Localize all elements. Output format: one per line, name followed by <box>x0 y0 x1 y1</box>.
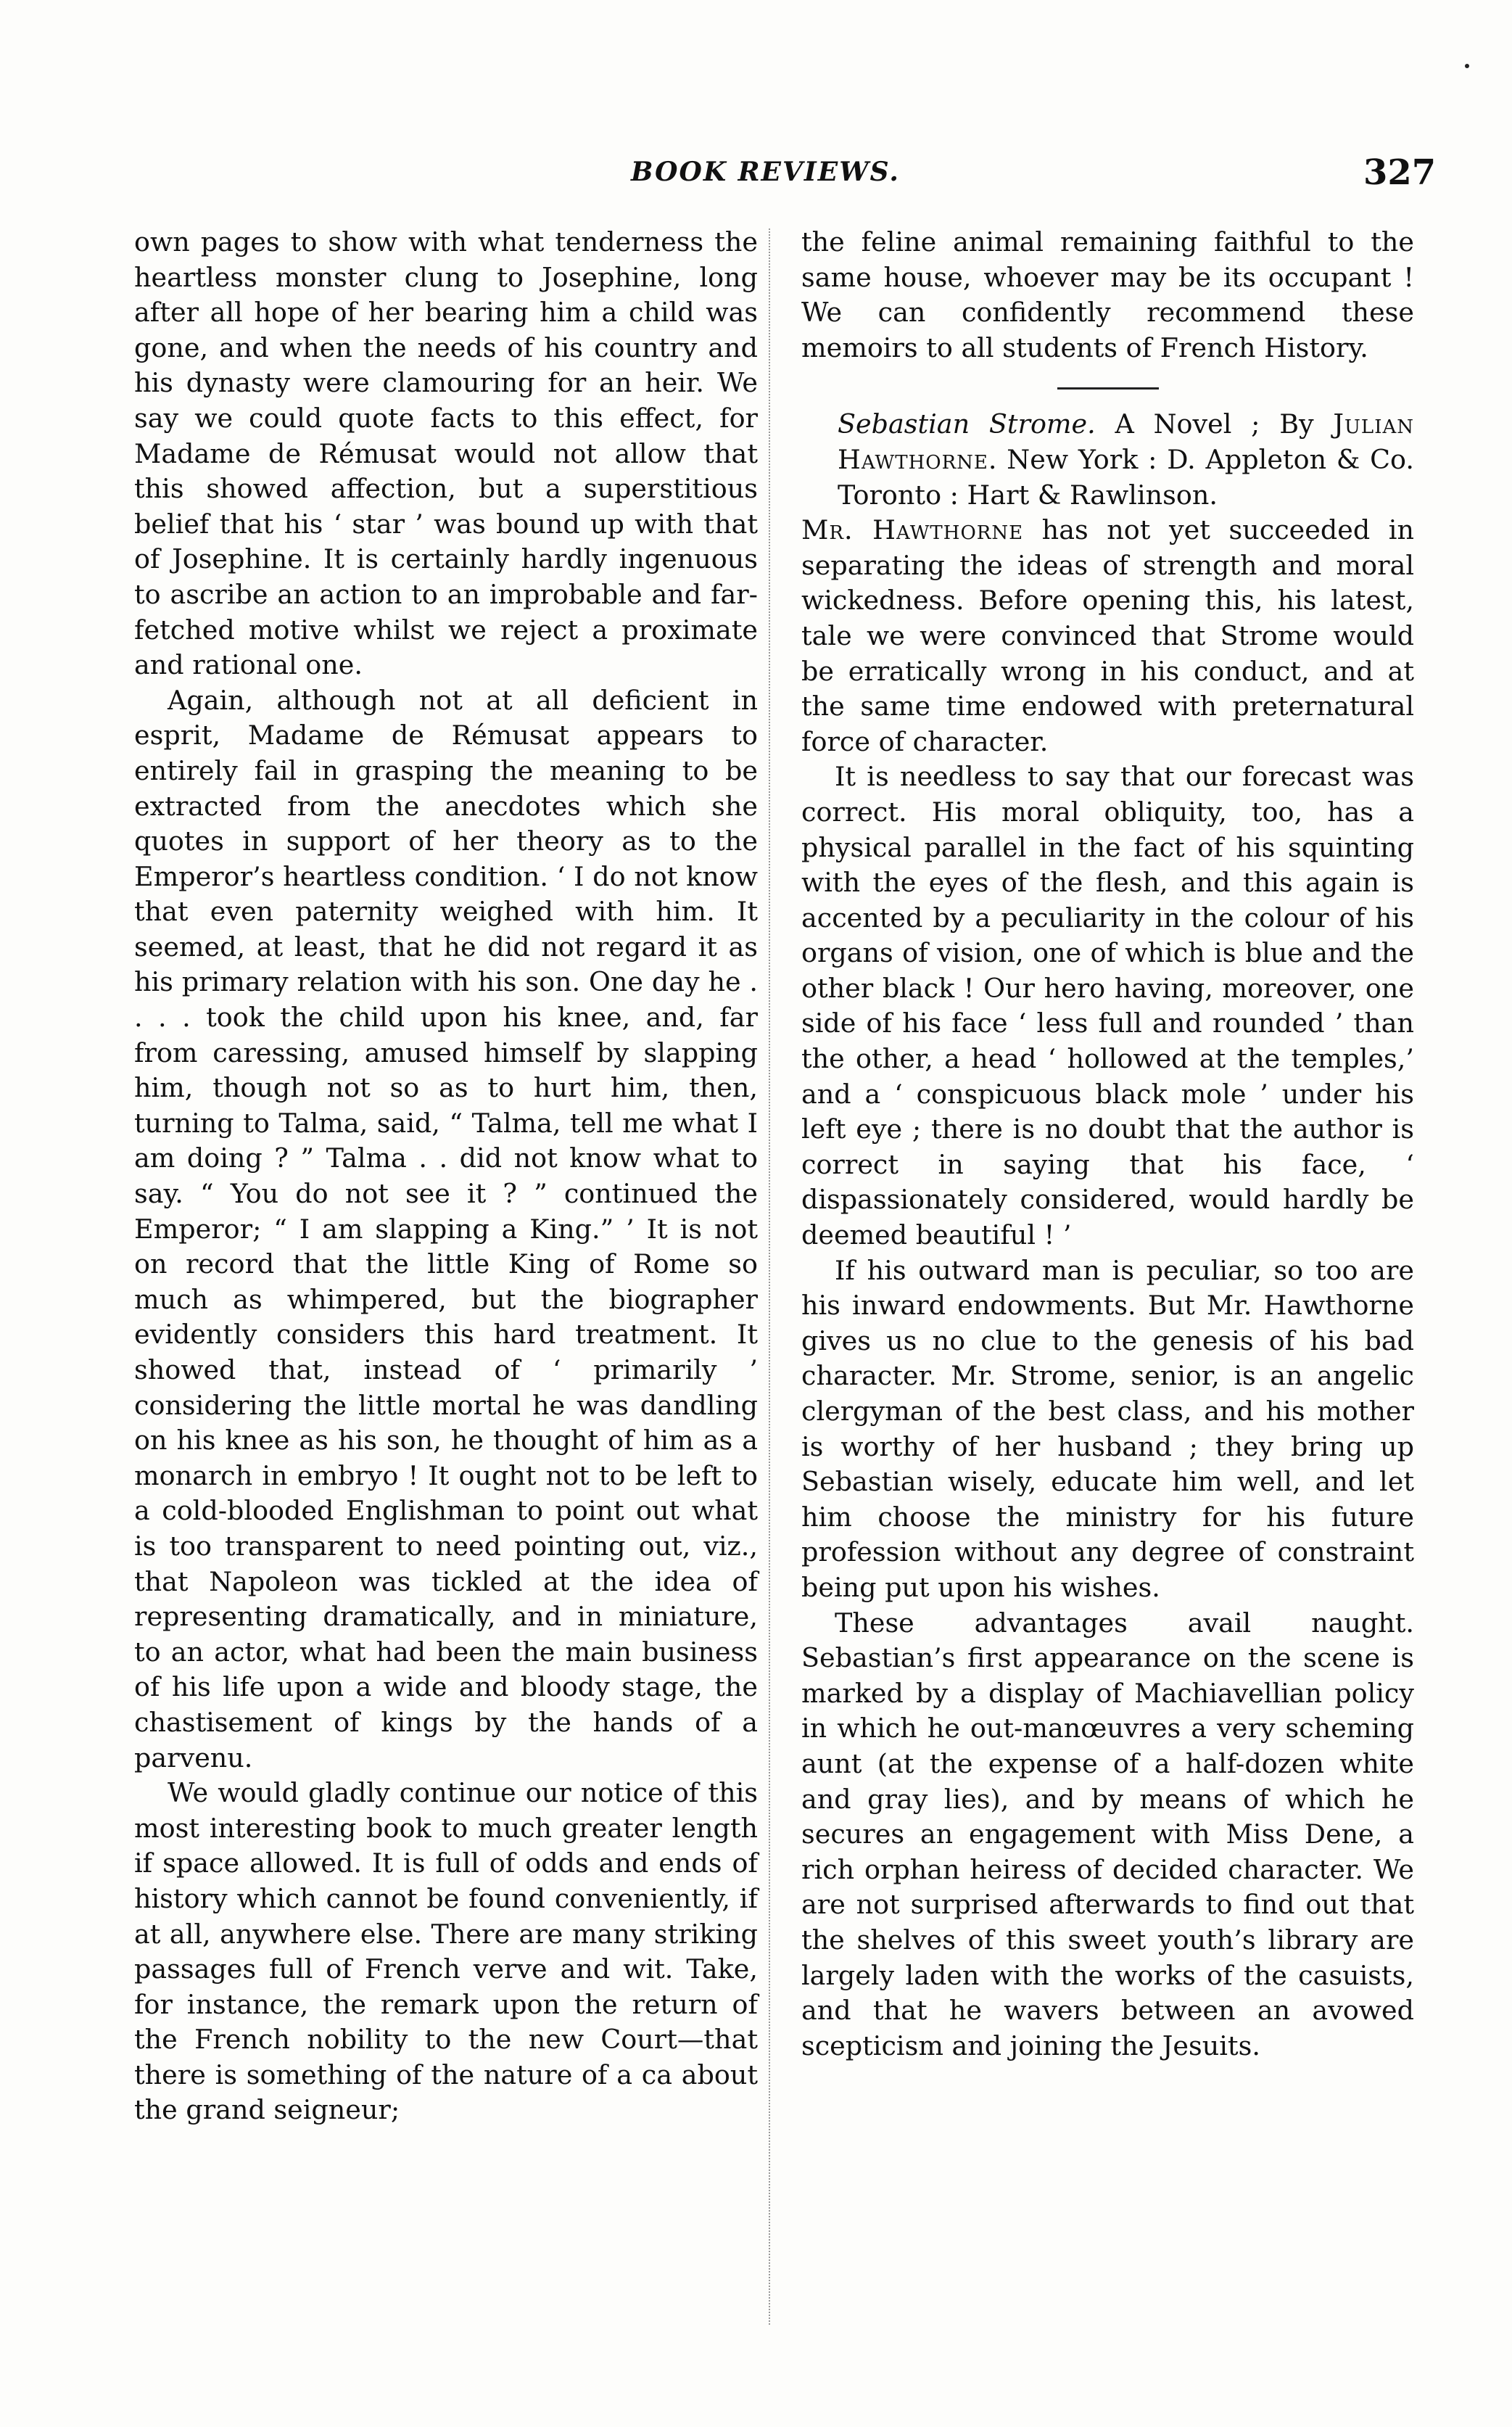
right-paragraph-3: It is needless to say that our forecast was correct. His moral obliquity, too, has a physical parallel in the fact of his squinting with the eyes of the flesh, and this again is accented by a peculiarity in the colour of his organs of vision, one of which is blue and the other black ! Our hero having, moreover, one side of his face ‘ less full and rounded ’ than the other, a head ‘ hollowed at the temples,’ and a ‘ conspicuous black mole ’ under his left eye ; there is no doubt that the author is correct in saying that his face, ‘ dispassionately considered, would hardly be deemed beautiful ! ’ <box>801 761 1414 1251</box>
book-publisher: . New York : D. Appleton & Co. Toronto : Hart & Rawlinson. <box>838 443 1414 511</box>
right-paragraph-2 <box>801 513 1414 759</box>
right-paragraph-5: These advantages avail naught. Sebastian’s first appearance on the scene is marked by a display of Machiavellian policy in which he out-manœuvres a very scheming aunt (at the expense of a half-dozen white and gray lies), and by means of which he secures an engagement with Miss Dene, a rich orphan heiress of decided character. We are not surprised afterwards to find out that the shelves of this sweet youth’s library are largely laden with the works of the casuists, and that he wavers between an avowed scepticism and joining the Jesuits. <box>801 1607 1414 2061</box>
page-number: 327 <box>1363 152 1437 193</box>
right-paragraph-1: the feline animal remaining faithful to the same house, whoever may be its occupant ! We can confidently recommend these memoirs to all students of French History. <box>801 226 1414 363</box>
right-paragraph-4: If his outward man is peculiar, so too are his inward endowments. But Mr. Hawthorne gives us no clue to the genesis of his bad character. Mr. Strome, senior, is an angelic clergyman of the best class, and his mother is worthy of her husband ; they bring up Sebastian wisely, educate him well, and let him choose the ministry for his future profession without any degree of constraint being put upon his wishes. <box>801 1254 1414 1603</box>
review-lead-name: Mr. Hawthorne <box>801 514 1024 546</box>
ink-speck <box>1465 64 1469 68</box>
left-paragraph-3: We would gladly continue our notice of this most interesting book to much greater length if space allowed. It is full of odds and ends of history which cannot be found conveniently, if at all, anywhere else. There are many striking passages full of French verve and wit. Take, for instance, the remark upon the return of the French nobility to the new Court—that there is something of the nature of a ca about the grand seigneur; <box>134 1777 758 2126</box>
book-author: Julian Hawthorne <box>838 408 1414 475</box>
left-paragraph-2: Again, although not at all deficient in esprit, Madame de Rémusat appears to entirely fail in grasping the meaning to be extracted from the anecdotes which she quotes in support of her theory as to the Emperor’s heartless condition. ‘ I do not know that even paternity weighed with him. It seemed, at least, that he did not regard it as his primary relation with his son. One day he . . . . took the child upon his knee, and, far from caressing, amused himself by slapping him, though not so as to hurt him, then, turning to Talma, said, “ Talma, tell me what I am doing ? ” Talma . . did not know what to say. “ You do not see it ? ” continued the Emperor; “ I am slapping a King.” ’ It is not on record that the little King of Rome so much as whimpered, but the biographer evidently considers this hard treatment. It showed that, instead of ‘ primarily ’ considering the little mortal he was dandling on his knee as his son, he thought of him as a monarch in embryo ! It ought not to be left to a cold-blooded Englishman to point out what is too transparent to need pointing out, viz., that Napoleon was tickled at the idea of representing dramatically, and in miniature, to an actor, what had been the main business of his life upon a wide and bloody stage, the chastisement of kings by the hands of a parvenu. <box>134 684 758 1773</box>
running-title: BOOK REVIEWS. <box>631 157 900 187</box>
left-column <box>134 225 758 2128</box>
right-column <box>801 225 1414 2064</box>
column-divider <box>769 228 772 2325</box>
left-paragraph-1: own pages to show with what tenderness the heartless monster clung to Josephine, long after all hope of her bearing him a child was gone, and when the needs of his country and his dynasty were clamouring for an heir. We say we could quote facts to this effect, for Madame de Rémusat would not allow that this showed affection, but a superstitious belief that his ‘ star ’ was bound up with that of Josephine. It is certainly hardly ingenuous to ascribe an action to an improbable and far-fetched motive whilst we reject a proximate and rational one. <box>134 226 758 681</box>
book-title: Sebastian Strome. <box>838 408 1096 440</box>
right-paragraph-2-text: has not yet succeeded in separating the ideas of strength and moral wickedness. Before opening this, his latest, tale we were convinced that Strome would be erratically wrong in his conduct, and at the same time endowed with preternatural force of character. <box>801 514 1414 757</box>
book-entry-heading <box>801 407 1414 513</box>
running-head <box>0 152 1512 196</box>
section-rule <box>1057 387 1159 390</box>
book-descriptor: A Novel ; By <box>1095 408 1334 440</box>
